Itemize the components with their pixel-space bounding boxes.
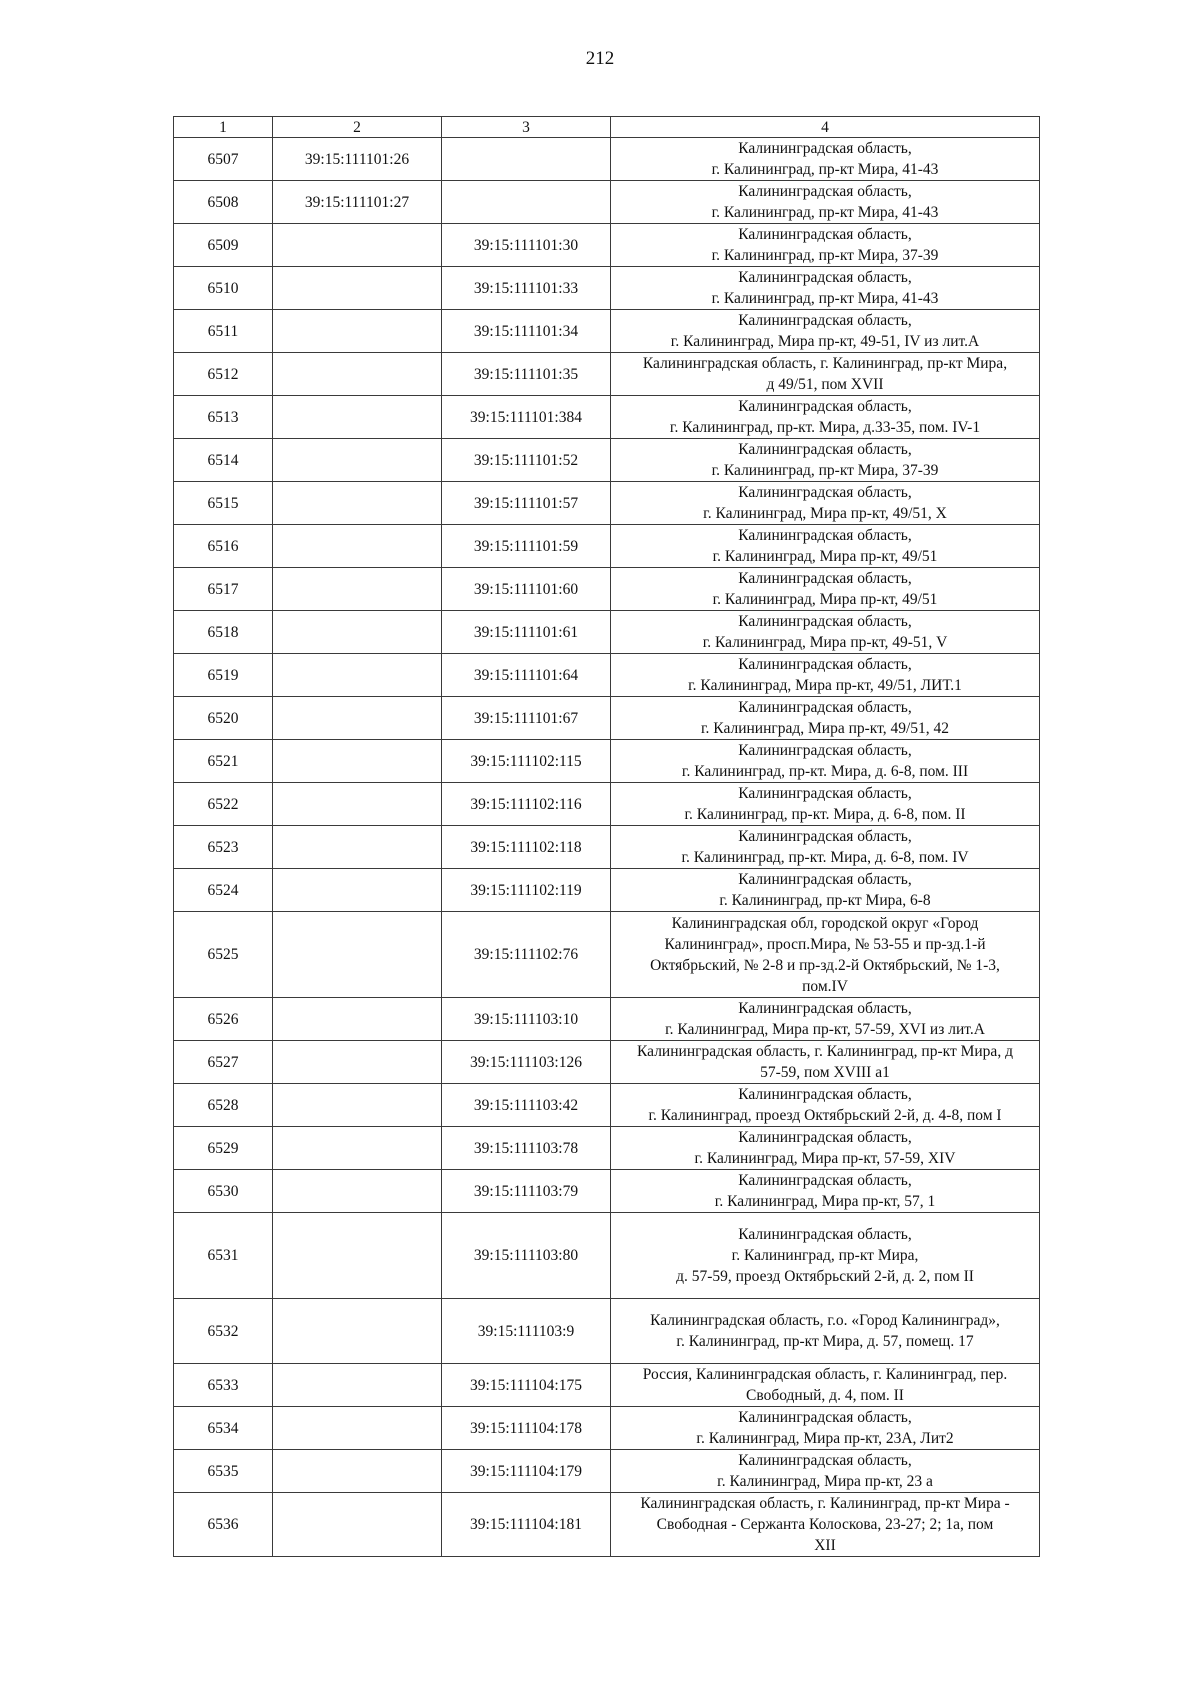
address-line: г. Калининград, пр-кт Мира, 6-8: [719, 892, 931, 909]
address-line: Калининградская область,: [738, 570, 912, 587]
row-number-cell: 6516: [174, 525, 273, 568]
address-line: г. Калининград, Мира пр-кт, 57, 1: [714, 1193, 936, 1210]
address-cell: [611, 568, 1040, 611]
address-line: г. Калининград, пр-кт Мира, д. 57, помещ. 17: [676, 1333, 974, 1350]
cadastral-number-cell: [273, 826, 442, 869]
address-line: г. Калининград, пр-кт Мира,: [731, 1247, 919, 1264]
address-line: г. Калининград, Мира пр-кт, 57-59, XVI из лит.А: [665, 1021, 985, 1038]
address-cell: [611, 1407, 1040, 1450]
cadastral-number-cell: 39:15:111101:30: [442, 224, 611, 267]
address-line: Калининградская область,: [738, 312, 912, 329]
table-row: [174, 654, 1040, 697]
cadastral-number-cell: 39:15:111101:57: [442, 482, 611, 525]
address-line: Калининградская область,: [738, 1172, 912, 1189]
table-row: [174, 568, 1040, 611]
cadastral-number-cell: 39:15:111101:27: [273, 181, 442, 224]
address-line: Калининградская область,: [738, 1000, 912, 1017]
table-body: [174, 138, 1040, 1557]
table-row: [174, 740, 1040, 783]
cadastral-number-cell: 39:15:111101:64: [442, 654, 611, 697]
cadastral-number-cell: [442, 138, 611, 181]
address-line: г. Калининград, Мира пр-кт, 49/51, X: [703, 505, 947, 522]
cadastral-number-cell: [273, 310, 442, 353]
address-line: Калининградская область,: [738, 1129, 912, 1146]
address-cell: [611, 1127, 1040, 1170]
address-line: Калининградская область,: [738, 613, 912, 630]
table-row: [174, 181, 1040, 224]
row-number-cell: 6511: [174, 310, 273, 353]
cadastral-number-cell: [273, 611, 442, 654]
cadastral-number-cell: [273, 998, 442, 1041]
address-line: Калининград», просп.Мира, № 53-55 и пр-зд.1-й: [664, 935, 986, 953]
address-cell: [611, 138, 1040, 181]
address-line: XII: [814, 1537, 836, 1554]
address-line: г. Калининград, пр-кт. Мира, д. 6-8, пом. III: [681, 763, 969, 780]
row-number-cell: 6522: [174, 783, 273, 826]
row-number-cell: 6513: [174, 396, 273, 439]
cadastral-number-cell: 39:15:111103:10: [442, 998, 611, 1041]
row-number-cell: 6529: [174, 1127, 273, 1170]
table-row: [174, 783, 1040, 826]
address-line: д. 57-59, проезд Октябрьский 2-й, д. 2, пом II: [676, 1268, 974, 1285]
address-line: г. Калининград, Мира пр-кт, 23 а: [717, 1473, 933, 1490]
address-cell: [611, 1299, 1040, 1364]
address-cell: [611, 525, 1040, 568]
address-cell: [611, 1493, 1040, 1557]
address-line: д 49/51, пом XVII: [766, 376, 884, 393]
table-row: [174, 482, 1040, 525]
address-cell: [611, 1450, 1040, 1493]
address-line: г. Калининград, Мира пр-кт, 57-59, XIV: [694, 1150, 956, 1167]
table-row: [174, 1213, 1040, 1299]
row-number-cell: 6523: [174, 826, 273, 869]
address-line: Калининградская область,: [738, 742, 912, 759]
table-row: [174, 611, 1040, 654]
cadastral-number-cell: [273, 912, 442, 998]
address-cell: [611, 1213, 1040, 1299]
address-line: Свободная - Сержанта Колоскова, 23-27; 2; 1а, пом: [656, 1516, 994, 1533]
row-number-cell: 6531: [174, 1213, 273, 1299]
row-number-cell: 6507: [174, 138, 273, 181]
cadastral-number-cell: [273, 568, 442, 611]
address-line: Калининградская область,: [738, 269, 912, 286]
table-row: [174, 1041, 1040, 1084]
table-row: [174, 1493, 1040, 1557]
address-line: Калининградская область,: [738, 226, 912, 243]
address-cell: [611, 1084, 1040, 1127]
address-line: Россия, Калининградская область, г. Калининград, пер.: [642, 1366, 1008, 1383]
row-number-cell: 6530: [174, 1170, 273, 1213]
table-row: [174, 224, 1040, 267]
cadastral-number-cell: [273, 740, 442, 783]
row-number-cell: 6524: [174, 869, 273, 912]
row-number-cell: 6520: [174, 697, 273, 740]
address-cell: [611, 353, 1040, 396]
cadastral-number-cell: 39:15:111104:179: [442, 1450, 611, 1493]
row-number-cell: 6518: [174, 611, 273, 654]
cadastral-number-cell: [442, 181, 611, 224]
table-row: [174, 697, 1040, 740]
address-line: г. Калининград, пр-кт Мира, 37-39: [711, 462, 939, 479]
cadastral-number-cell: 39:15:111101:60: [442, 568, 611, 611]
address-line: Калининградская область, г. Калининград, пр-кт Мира,: [642, 355, 1008, 372]
address-line: Калининградская область,: [738, 441, 912, 458]
address-cell: [611, 396, 1040, 439]
cadastral-number-cell: [273, 1493, 442, 1557]
table-row: [174, 1170, 1040, 1213]
cadastral-number-cell: 39:15:111101:35: [442, 353, 611, 396]
address-line: Калининградская область,: [738, 1086, 912, 1103]
address-line: г. Калининград, пр-кт. Мира, д.33-35, пом. IV-1: [669, 419, 981, 436]
cadastral-number-cell: 39:15:111101:26: [273, 138, 442, 181]
address-cell: [611, 783, 1040, 826]
address-cell: [611, 740, 1040, 783]
cadastral-number-cell: [273, 1407, 442, 1450]
cadastral-number-cell: 39:15:111101:52: [442, 439, 611, 482]
address-line: Калининградская область,: [738, 656, 912, 673]
row-number-cell: 6535: [174, 1450, 273, 1493]
cadastral-number-cell: [273, 697, 442, 740]
table-row: [174, 1407, 1040, 1450]
cadastral-number-cell: 39:15:111103:78: [442, 1127, 611, 1170]
address-line: г. Калининград, Мира пр-кт, 49/51: [712, 548, 938, 565]
row-number-cell: 6527: [174, 1041, 273, 1084]
cadastral-number-cell: [273, 1364, 442, 1407]
address-line: г. Калининград, пр-кт Мира, 41-43: [711, 204, 939, 221]
row-number-cell: 6525: [174, 912, 273, 998]
cadastral-number-cell: 39:15:111103:42: [442, 1084, 611, 1127]
cadastral-number-cell: 39:15:111103:9: [442, 1299, 611, 1364]
address-line: Калининградская область, г. Калининград, пр-кт Мира, д: [637, 1043, 1013, 1060]
row-number-cell: 6517: [174, 568, 273, 611]
cadastral-number-cell: [273, 439, 442, 482]
address-cell: [611, 869, 1040, 912]
address-cell: [611, 267, 1040, 310]
cadastral-number-cell: [273, 869, 442, 912]
row-number-cell: 6533: [174, 1364, 273, 1407]
address-line: г. Калининград, Мира пр-кт, 49/51, ЛИТ.1: [688, 677, 962, 694]
cadastral-number-cell: 39:15:111104:178: [442, 1407, 611, 1450]
address-cell: [611, 654, 1040, 697]
address-line: г. Калининград, Мира пр-кт, 49-51, IV из лит.А: [670, 333, 980, 350]
table-row: [174, 439, 1040, 482]
row-number-cell: 6532: [174, 1299, 273, 1364]
cadastral-number-cell: 39:15:111103:80: [442, 1213, 611, 1299]
address-cell: [611, 439, 1040, 482]
cadastral-number-cell: 39:15:111102:115: [442, 740, 611, 783]
header-cell-3: 3: [442, 117, 611, 138]
cadastral-number-cell: [273, 224, 442, 267]
cadastral-number-cell: 39:15:111101:384: [442, 396, 611, 439]
address-line: г. Калининград, пр-кт. Мира, д. 6-8, пом. II: [684, 806, 966, 823]
address-line: г. Калининград, Мира пр-кт, 49-51, V: [702, 634, 948, 651]
table-row: [174, 826, 1040, 869]
header-row: [174, 117, 1040, 138]
address-line: 57-59, пом XVIII а1: [760, 1064, 890, 1081]
row-number-cell: 6528: [174, 1084, 273, 1127]
address-line: Калининградская область,: [738, 484, 912, 501]
address-cell: [611, 1364, 1040, 1407]
cadastral-number-cell: [273, 1299, 442, 1364]
cadastral-number-cell: [273, 1170, 442, 1213]
cadastral-number-cell: 39:15:111102:118: [442, 826, 611, 869]
table-header: [174, 117, 1040, 138]
address-cell: [611, 611, 1040, 654]
row-number-cell: 6536: [174, 1493, 273, 1557]
header-cell-2: 2: [273, 117, 442, 138]
table-row: [174, 267, 1040, 310]
cadastral-number-cell: 39:15:111101:61: [442, 611, 611, 654]
table-row: [174, 396, 1040, 439]
cadastral-number-cell: [273, 396, 442, 439]
address-line: Калининградская область,: [738, 183, 912, 200]
cadastral-number-cell: [273, 1213, 442, 1299]
address-line: Калининградская область,: [738, 1452, 912, 1469]
table-row: [174, 1084, 1040, 1127]
address-line: пом.IV: [802, 977, 848, 995]
page-number: 212: [585, 48, 615, 69]
cadastral-number-cell: 39:15:111104:181: [442, 1493, 611, 1557]
cadastral-number-cell: 39:15:111102:76: [442, 912, 611, 998]
cadastral-number-cell: 39:15:111101:67: [442, 697, 611, 740]
address-line: г. Калининград, пр-кт Мира, 41-43: [711, 290, 939, 307]
cadastral-number-cell: [273, 1084, 442, 1127]
table-row: [174, 869, 1040, 912]
address-cell: [611, 697, 1040, 740]
cadastral-number-cell: 39:15:111102:116: [442, 783, 611, 826]
address-line: г. Калининград, Мира пр-кт, 49/51, 42: [700, 720, 950, 737]
address-line: Свободный, д. 4, пом. II: [746, 1387, 904, 1404]
cadastral-number-cell: 39:15:111104:175: [442, 1364, 611, 1407]
address-cell: [611, 482, 1040, 525]
cadastral-number-cell: 39:15:111101:34: [442, 310, 611, 353]
address-line: г. Калининград, Мира пр-кт, 49/51: [712, 591, 938, 608]
header-cell-1: 1: [174, 117, 273, 138]
cadastral-number-cell: [273, 654, 442, 697]
address-line: г. Калининград, Мира пр-кт, 23А, Лит2: [696, 1430, 954, 1447]
cadastral-number-cell: [273, 525, 442, 568]
row-number-cell: 6512: [174, 353, 273, 396]
cadastral-number-cell: 39:15:111103:126: [442, 1041, 611, 1084]
address-cell: [611, 826, 1040, 869]
address-cell: [611, 181, 1040, 224]
address-line: г. Калининград, пр-кт Мира, 41-43: [711, 161, 939, 178]
table-row: [174, 1364, 1040, 1407]
cadastral-number-cell: [273, 353, 442, 396]
cadastral-number-cell: 39:15:111101:59: [442, 525, 611, 568]
address-line: Октябрьский, № 2-8 и пр-зд.2-й Октябрьский, № 1-3,: [650, 956, 1000, 974]
table-row: [174, 353, 1040, 396]
cadastral-number-cell: [273, 1450, 442, 1493]
row-number-cell: 6514: [174, 439, 273, 482]
row-number-cell: 6519: [174, 654, 273, 697]
address-line: г. Калининград, пр-кт Мира, 37-39: [711, 247, 939, 264]
cadastral-number-cell: [273, 783, 442, 826]
table-row: [174, 1450, 1040, 1493]
table-row: [174, 138, 1040, 181]
row-number-cell: 6509: [174, 224, 273, 267]
address-line: Калининградская область,: [738, 1409, 912, 1426]
address-line: Калининградская область,: [738, 871, 912, 888]
row-number-cell: 6521: [174, 740, 273, 783]
address-line: Калининградская область,: [738, 1226, 912, 1243]
table-row: [174, 310, 1040, 353]
cadastral-number-cell: 39:15:111101:33: [442, 267, 611, 310]
address-line: Калининградская область,: [738, 527, 912, 544]
address-line: Калининградская область,: [738, 398, 912, 415]
address-line: Калининградская область, г.о. «Город Калининград»,: [650, 1312, 1000, 1329]
table-row: [174, 1299, 1040, 1364]
address-line: Калининградская область, г. Калининград, пр-кт Мира -: [640, 1495, 1010, 1512]
row-number-cell: 6534: [174, 1407, 273, 1450]
registry-table: [173, 116, 1040, 1557]
table-row: [174, 525, 1040, 568]
table-row: [174, 912, 1040, 998]
address-line: Калининградская область,: [738, 828, 912, 845]
cadastral-number-cell: 39:15:111102:119: [442, 869, 611, 912]
address-cell: [611, 1041, 1040, 1084]
row-number-cell: 6508: [174, 181, 273, 224]
address-cell: [611, 912, 1040, 998]
row-number-cell: 6515: [174, 482, 273, 525]
table-row: [174, 998, 1040, 1041]
cadastral-number-cell: [273, 1041, 442, 1084]
address-line: Калининградская область,: [738, 140, 912, 157]
address-line: г. Калининград, проезд Октябрьский 2-й, д. 4-8, пом I: [648, 1107, 1002, 1124]
row-number-cell: 6510: [174, 267, 273, 310]
address-line: Калининградская область,: [738, 699, 912, 716]
address-line: Калининградская область,: [738, 785, 912, 802]
address-cell: [611, 998, 1040, 1041]
table-row: [174, 1127, 1040, 1170]
cadastral-number-cell: [273, 482, 442, 525]
address-cell: [611, 1170, 1040, 1213]
address-line: Калининградская обл, городской округ «Город: [671, 914, 979, 932]
cadastral-number-cell: 39:15:111103:79: [442, 1170, 611, 1213]
cadastral-number-cell: [273, 1127, 442, 1170]
cadastral-number-cell: [273, 267, 442, 310]
address-cell: [611, 310, 1040, 353]
row-number-cell: 6526: [174, 998, 273, 1041]
address-line: г. Калининград, пр-кт. Мира, д. 6-8, пом. IV: [681, 849, 969, 866]
address-cell: [611, 224, 1040, 267]
header-cell-4: 4: [611, 117, 1040, 138]
